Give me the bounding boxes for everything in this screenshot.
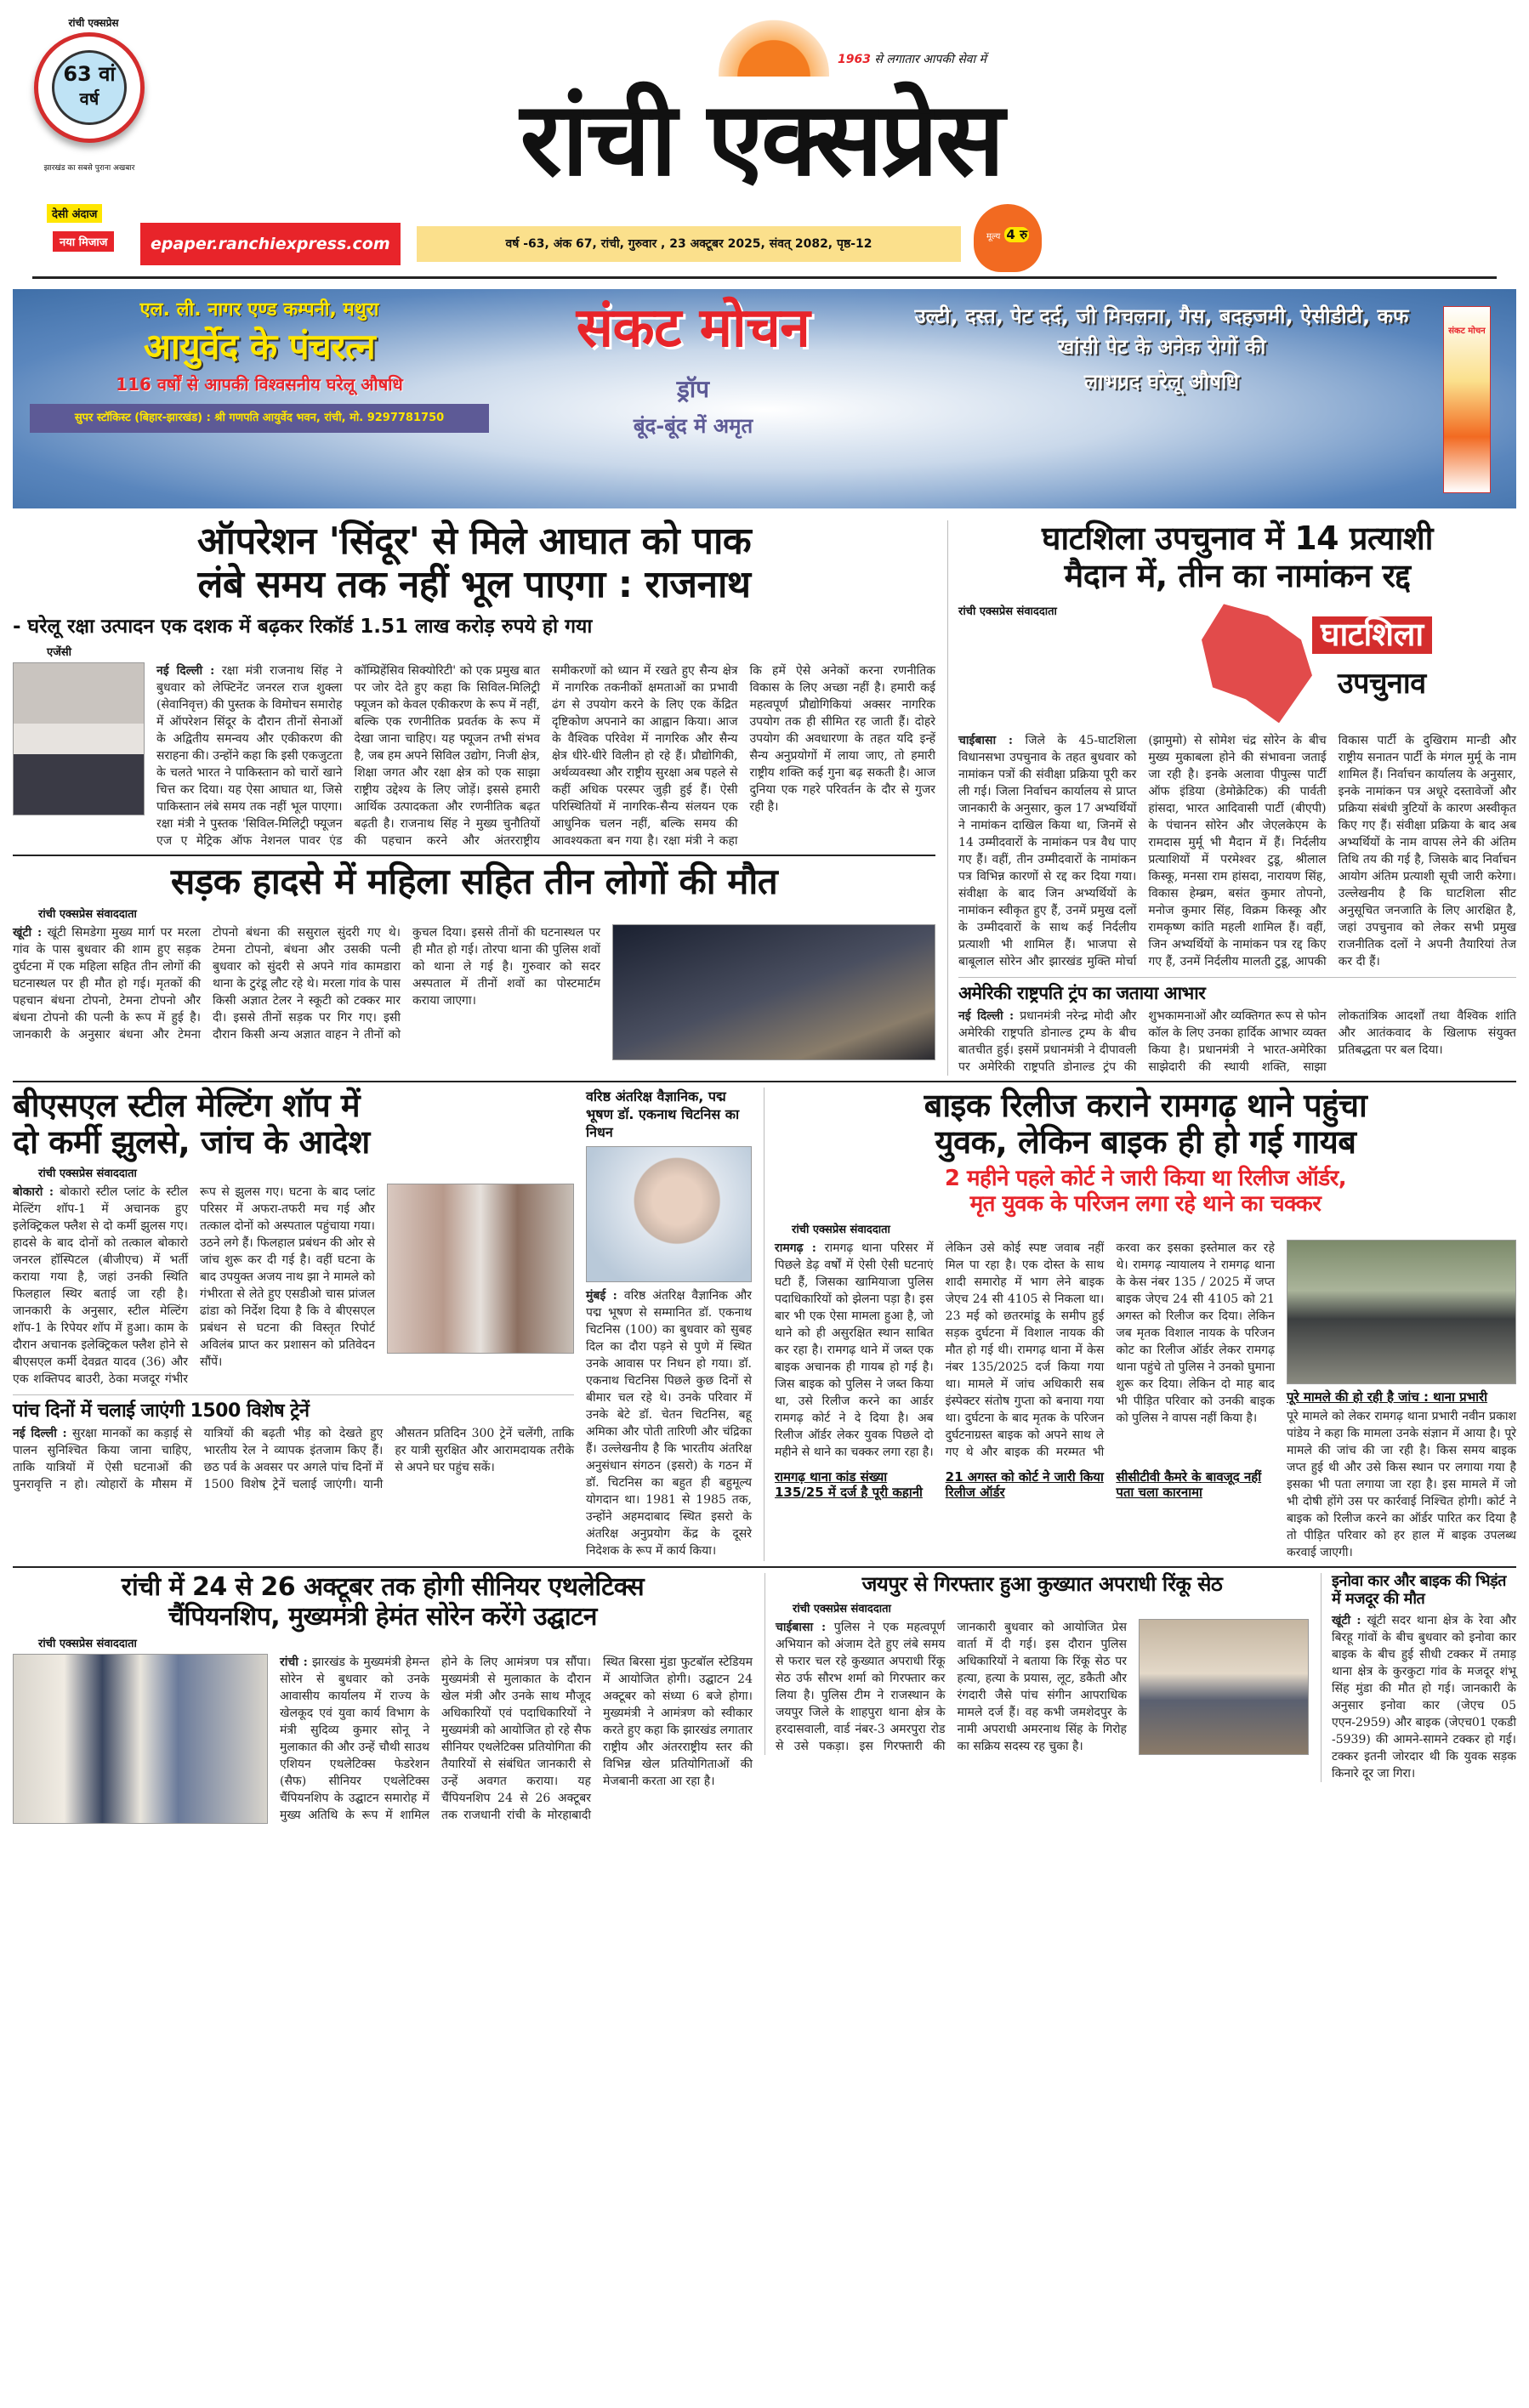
lead-column (13, 520, 935, 1060)
trains-headline: पांच दिनों में चलाई जाएंगी 1500 विशेष ट्रेनें (13, 1400, 310, 1422)
ghatshila-body: जिले के 45-घाटशिला विधानसभा उपचुनाव के तहत बुधवार को नामांकन पत्रों की संवीक्षा प्रक्रिया पूरी कर ली गई। जिला निर्वाचन कार्यालय से प्राप्त जानकारी के अनुसार, कुल 17 अभ्यर्थियों ने नामांकन दाखिल किया था, जिनमें से 14 उम्मीदवारों के नामांकन पत्र वैध पाए गए हैं। वहीं, तीन उम्मीदवारों के नामांकन पत्र विभिन्न कारणों से रद्द कर दिया गया। संवीक्षा के बाद जिन अभ्यर्थियों के नामांकन स्वीकृत हुए हैं, उनमें प्रमुख दलों के उम्मीदवारों के साथ कई निर्दलीय प्रत्याशी भी शामिल हैं। भाजपा से बाबूलाल सोरेन और झारखंड मुक्ति मोर्चा (झामुमो) से सोमेश चंद्र सोरेन के बीच मुख्य मुकाबला होने की संभावना जताई जा रही है। इनके अलावा पीपुल्स पार्टी ऑफ इंडिया (डेमोक्रेटिक) की पार्वती हांसदा, भारत आदिवासी पार्टी (बीएपी) के पंचानन सोरेन और जेएलकेएम के रामदास मुर्मू भी मैदान में हैं। निर्दलीय प्रत्याशियों में परमेश्वर टुडू, श्रीलाल किस्कू, मनसा राम हांसदा, नारायण सिंह, विकास हेम्ब्रम, बसंत कुमार तोपनो, मनोज कुमार सिंह, विक्रम किस्कू और रामकृष्ण कांति महली शामिल हैं। वहीं, जिन अभ्यर्थियों के नामांकन पत्र रद्द किए गए हैं, उनमें निर्दलीय मालती टुडू, आपकी विकास पार्टी के दुखिराम मान्डी और राष्ट्रीय सनातन पार्टी के मंगल मुर्मू के नाम शामिल हैं। निर्वाचन कार्यालय के अनुसार, इनके नामांकन पत्र अधूरे दस्तावेजों और प्रक्रिया संबंधी त्रुटियों के कारण अस्वीकृत किए गए हैं। संवीक्षा प्रक्रिया के बाद अब अभ्यर्थियों के नाम वापस लेने की अंतिम तिथि तय की गई है, जिसके बाद निर्वाचन आयोग अंतिम प्रत्याशी सूची जारी करेगा। उल्लेखनीय है कि घाटशिला सीट अनुसूचित जनजाति के लिए आरक्षित है, जहां उपचुनाव को लेकर सभी प्रमुख राजनीतिक दलों ने अपनी तैयारियां तेज कर दी हैं। (958, 734, 1516, 969)
accident-headline: सड़क हादसे में महिला सहित तीन लोगों की मौत (170, 860, 778, 903)
ghatshila-headline-2: मैदान में, तीन का नामांकन रद्द (1064, 556, 1411, 594)
athletics-body-col1 (280, 1654, 753, 1824)
top-news-row (0, 520, 1529, 1076)
trains-dateline: नई दिल्ली : (13, 1427, 67, 1441)
athletics-dateline: रांची : (280, 1656, 308, 1670)
price-label: मूल्य (986, 232, 1001, 241)
graphic-subtitle: उपचुनाव (1338, 667, 1426, 701)
ad-stockist: सुपर स्टॉकिस्ट (बिहार-झारखंड) : श्री गणपति आयुर्वेद भवन, रांची, मो. 9297781750 (30, 404, 489, 433)
jaipur-body-col1 (776, 1619, 1127, 1755)
website-link[interactable]: epaper.ranchiexpress.com (140, 223, 401, 265)
trump-body-wrap (958, 1008, 1516, 1076)
trump-story (958, 977, 1516, 1075)
innova-story (1321, 1573, 1516, 1781)
bsl-body: बोकारो स्टील प्लांट के स्टील मेल्टिंग शॉप-1 में अचानक हुए इलेक्ट्रिकल फ्लैश से दो कर्मी झुलस गए। हादसे के बाद दोनों को तत्काल बोकारो जनरल हॉस्पिटल (बीजीएच) में भर्ती कराया गया है, जहां उनकी स्थिति फिलहाल स्थिर बताई जा रही है। जानकारी के अनुसार, स्टील मेल्टिंग शॉप-1 के रिपेयर शॉप में हुआ। काम के दौरान अचानक इलेक्ट्रिकल फ्लैश होने से बीएसएल कर्मी देवव्रत यादव (36) और एक शक्तिपद बाउरी, ठेका मजदूर गंभीर रूप से झुलस गए। घटना के बाद प्लांट परिसर में अफरा-तफरी मच गई और तत्काल दोनों को अस्पताल पहुंचाया गया। उठने लगे हैं। फिलहाल प्रबंधन की ओर से जांच शुरू कर दी गई है। वहीं घटना के बाद उपयुक्त अजय नाथ झा ने मामले को गंभीरता से लेते हुए एसडीओ चास प्रांजल ढांडा को निर्देश दिया है कि वे बीएसएल प्रबंधन से घटना की विस्तृत रिपोर्ट अविलंब प्राप्त कर प्रशासन को प्रतिवेदन सौंपें। (13, 1184, 375, 1386)
ad-headline: आयुर्वेद के पंचरत्न (143, 326, 376, 367)
innova-body: खूंटी सदर थाना क्षेत्र के रेवा और बिरहू गांवों के बीच बुधवार को इनोवा कार बाइक के बीच हुई सीधी टक्कर में तमाड़ थाना क्षेत्र के कुरकुटा गांव के मजदूर शंभू सिंह मुंडा की मौत हो गई। जानकारी के अनुसार इनोवा कार (जेएच 05 एएन-2959) और बाइक (जेएच01 एकडी -5939) की आमने-सामने टक्कर हो गई। टक्कर इतनी जोरदार थी कि युवक सड़क किनारे दूर जा गिरा। (1332, 1613, 1516, 1780)
bike-court-subhead: 21 अगस्त को कोर्ट ने जारी किया रिलीज ऑर्डर (945, 1468, 1104, 1501)
bike-body-col1 (775, 1240, 1275, 1461)
bike-col4 (1287, 1240, 1516, 1562)
trump-body: प्रधानमंत्री नरेन्द्र मोदी और अमेरिकी राष्ट्रपति डोनाल्ड ट्रम्प के बीच बातचीत हुई। इसमें प्रधानमंत्री ने दीपावली पर अमेरिकी राष्ट्रपति डोनाल्ड ट्रंप की शुभकामनाओं और व्यक्तिगत रूप से फोन कॉल के लिए उनका हार्दिक आभार व्यक्त किया है। प्रधानमंत्री ने भारत-अमेरिका साझेदारी की स्थायी शक्ति, साझा लोकतांत्रिक आदर्शों तथा वैश्विक शांति और आतंकवाद के खिलाफ संयुक्त प्रतिबद्धता पर बल दिया। (958, 1008, 1516, 1074)
ad-drop-tagline: बूंद-बूंद में अमृत (633, 413, 753, 438)
ad-uses-2: लाभप्रद घरेलू औषधि (1083, 370, 1240, 394)
athletics-body: झारखंड के मुख्यमंत्री हेमन्त सोरेन से बुधवार को उनके आवासीय कार्यालय में राज्य के खेलकूद एवं युवा कार्य विभाग के मंत्री सुदिव्य कुमार सोनू ने मुलाकात की और उन्हें चौथी साउथ एशियन एथलेटिक्स फेडरेशन (सैफ) सीनियर एथलेटिक्स चैंपियनशिप के उद्घाटन समारोह में मुख्य अतिथि के रूप में शामिल होने के लिए आमंत्रण पत्र सौंपा। मुख्यमंत्री से मुलाकात के दौरान खेल मंत्री और उनके साथ मौजूद अधिकारियों एवं पदाधिकारियों ने मुख्यमंत्री को आयोजित हो रहे सैफ सीनियर एथलेटिक्स प्रतियोगिता की तैयारियों से संबंधित जानकारी से उन्हें अवगत कराया। यह चैंपियनशिप 24 से 26 अक्टूबर तक राजधानी रांची के मोरहाबादी स्थित बिरसा मुंडा फुटबॉल स्टेडियम में आयोजित होगी। उद्घाटन 24 अक्टूबर को संध्या 6 बजे होगा। मुख्यमंत्री ने आमंत्रण को स्वीकार करते हुए कहा कि झारखंड लगातार राष्ट्रीय और अंतरराष्ट्रीय स्तर की विभिन्न खेल प्रतियोगिताओं की मेजबानी करता आ रहा है। (280, 1656, 753, 1823)
obit-body-text: वरिष्ठ अंतरिक्ष वैज्ञानिक और पद्म भूषण से सम्मानित डॉ. एकनाथ चिटनिस (100) का बुधवार को सुबह दिल का दौरा पड़ने से पुणे में स्थित उनके आवास पर निधन हो गया। डॉ. एकनाथ चिटनिस पिछले कुछ दिनों से बीमार चल रहे थे। उनके परिवार में उनके बेटे डॉ. चेतन चिटनिस, बहू अमिका और पोती तारिणी और चंद्रिका हैं। उल्लेखनीय है कि भारतीय अंतरिक्ष अनुसंधान संगठन (इसरो) के गठन में डॉ. चिटनिस का बहुत ही बहुमूल्य योगदान था। 1981 से 1985 तक, उन्होंने अहमदाबाद स्थित इसरो के अंतरिक्ष अनुप्रयोग केंद्र के दूसरे निदेशक के रूप में कार्य किया। (586, 1288, 752, 1558)
since-year: 1963 (838, 53, 871, 66)
jaipur-column (764, 1573, 1309, 1755)
athletics-headline-1: रांची में 24 से 26 अक्टूबर तक होगी सीनियर एथलेटिक्स (121, 1572, 645, 1603)
ad-uses: उल्टी, दस्त, पेट दर्द, जी मिचलना, गैस, बदहजमी, ऐसीडीटी, कफ खांसी पेट के अनेक रोगों की (914, 304, 1409, 359)
athletics-headline-2: चैंपियनशिप, मुख्यमंत्री हेमंत सोरेन करेंगे उद्घाटन (168, 1601, 597, 1632)
bike-dateline: रामगढ़ : (775, 1241, 816, 1255)
lead-headline-2: लंबे समय तक नहीं भूल पाएगा : राजनाथ (197, 562, 751, 606)
bike-headline-1: बाइक रिलीज कराने रामगढ़ थाने पहुंचा (924, 1086, 1367, 1124)
trump-headline: अमेरिकी राष्ट्रपति ट्रंप का जताया आभार (958, 983, 1206, 1004)
athletics-column (13, 1573, 753, 1824)
ad-company: एल. ली. नागर एण्ड कम्पनी, मथुरा (139, 299, 379, 321)
issue-info: वर्ष -63, अंक 67, रांची, गुरुवार , 23 अक्टूबर 2025, संवत् 2082, पृष्ठ-12 (417, 226, 961, 262)
graphic-title: घाटशिला (1312, 616, 1432, 654)
ad-product-pack (1443, 306, 1491, 493)
bike-byline: रांची एक्सप्रेस संवाददाता (792, 1223, 890, 1236)
logo-year-label: वर्ष (79, 88, 99, 109)
bsl-dateline: बोकारो : (13, 1184, 54, 1199)
bike-cctv-subhead: सीसीटीवी कैमरे के बावजूद नहीं पता चला कारनामा (1116, 1468, 1262, 1501)
ghatshila-headline-1: घाटशिला उपचुनाव में 14 प्रत्याशी (1041, 520, 1434, 557)
slogan-1: देसी अंदाज (47, 204, 102, 223)
logo-year: 63 वां (63, 62, 116, 86)
bsl-headline-1: बीएसएल स्टील मेल्टिंग शॉप में (13, 1086, 361, 1124)
bike-headline-2: युवक, लेकिन बाइक ही हो गई गायब (935, 1123, 1356, 1161)
since-label: से लगातार आपकी सेवा में (874, 53, 986, 66)
newspaper-title: रांची एक्सप्रेस (520, 81, 1003, 199)
bsl-body-col1 (13, 1184, 375, 1388)
innova-headline: इनोवा कार और बाइक की भिड़ंत में मजदूर की मौत (1332, 1572, 1506, 1609)
price-badge (974, 204, 1042, 272)
bsl-column (13, 1088, 574, 1494)
bsl-byline: रांची एक्सप्रेस संवाददाता (38, 1167, 137, 1180)
obit-column (586, 1088, 752, 1559)
accident-photo (612, 924, 935, 1060)
trains-body: सुरक्षा मानकों का कड़ाई से पालन सुनिश्चित किया जाना चाहिए, ताकि यात्रियों में ऐसी घटनाओं की पुनरावृत्ति न हो। त्योहारों के मौसम में यात्रियों की बढ़ती भीड़ को देखते हुए भारतीय रेल ने व्यापक इंतजाम किए हैं। छठ पर्व के अवसर पर अगले पांच दिनों में 1500 विशेष ट्रेनें चलाई जाएंगी। यानी औसतन प्रतिदिन 300 ट्रेनें चलेंगी, ताकि हर यात्री सुरक्षित और आरामदायक तरीके से अपने घर पहुंच सकें। (13, 1427, 574, 1492)
masthead-rule (32, 276, 1497, 279)
ad-product: संकट मोचन (576, 297, 810, 360)
bike-column (764, 1088, 1516, 1562)
sun-emblem (719, 19, 829, 77)
slogan-2: नया मिजाज (53, 231, 114, 252)
jaipur-headline: जयपुर से गिरफ्तार हुआ कुख्यात अपराधी रिंकू सेठ (861, 1572, 1223, 1597)
ghatshila-graphic (1193, 599, 1516, 727)
anniversary-logo (34, 32, 145, 143)
bottom-row (0, 1573, 1529, 1832)
lead-body (156, 662, 935, 849)
ad-drop: ड्रॉप (676, 374, 710, 403)
rajnath-photo (13, 662, 145, 815)
accident-body-wrap (13, 924, 600, 1043)
bike-case-subhead: रामगढ़ थाना कांड संख्या 135/25 में दर्ज है पूरी कहानी (775, 1468, 923, 1501)
map-shape (1202, 604, 1312, 723)
divider (13, 1566, 1516, 1568)
innova-body-wrap (1332, 1612, 1516, 1782)
logo-ring-text: रांची एक्सप्रेस (68, 17, 119, 29)
bike-body: रामगढ़ थाना परिसर में पिछले डेढ़ वर्षों में ऐसी ऐसी घटनाएं घटी हैं, जिसका खामियाजा पुलिस पदाधिकारियों को झेलना पड़ा है। इस बार भी एक ऐसा मामला हुआ है, जो थाने को ही असुरक्षित स्थान साबित कर रहा है। रामगढ़ थाने में जब्त एक बाइक अचानक ही गायब हो गई है। जिस बाइक को पुलिस ने जब्त किया था, उसे रिलीज करने का आर्डर रामगढ़ कोर्ट ने दे दिया है। अब रिलीज ऑर्डर लेकर युवक पिछले दो महीने से थाने का चक्कर लगा रहा है। लेकिन उसे कोई स्पष्ट जवाब नहीं मिल पा रहा है। एक दोस्त के साथ शादी समारोह में भाग लेने बाइक जेएच 24 सी 4105 से निकला था। 23 मई को छतरमांडू के समीप हुई सड़क दुर्घटना में विशाल नायक की मौत हो गई थी। रामगढ़ थाना में केस नंबर 135/2025 दर्ज किया गया था। मामले में जांच अधिकारी सब इंस्पेक्टर संतोष गुप्ता को बनाया गया था। दुर्घटना के बाद मृतक के परिजन दुर्घटनाग्रस्त बाइक को अपने साथ ले गए थे और बाइक की मरम्मत भी करवा कर इसका इस्तेमाल कर रहे थे। रामगढ़ न्यायालय ने रामगढ़ थाना के केस नंबर 135 / 2025 में जप्त बाइक जेएच 24 सी 4105 को 21 अगस्त को रिलीज कर दिया। लेकिन जब मृतक विशाल नायक के परिजन कोट का रिलीज ऑर्डर लेकर रामगढ़ थाना पहुंचे तो पुलिस ने उनको घुमाना शुरू कर दिया। लेकिन दो माह बाद भी पीड़ित परिवार को उनकी बाइक को पुलिस ने वापस नहीं किया है। (775, 1241, 1275, 1459)
jaipur-byline: रांची एक्सप्रेस संवाददाता (793, 1603, 891, 1616)
trains-body-wrap (13, 1425, 574, 1493)
accident-byline: रांची एक्सप्रेस संवाददाता (38, 908, 137, 922)
bsl-injured-photo (387, 1184, 574, 1354)
bike-col4-body2 (1287, 1408, 1516, 1561)
obit-headline: वरिष्ठ अंतरिक्ष वैज्ञानिक, पद्म भूषण डॉ. एकनाथ चिटनिस का निधन (586, 1088, 740, 1140)
chitnis-photo (586, 1146, 752, 1282)
masthead (0, 0, 1529, 281)
middle-row (0, 1088, 1529, 1562)
accident-dateline: खूंटी : (13, 926, 43, 940)
bike-subheadline-2: मृत युवक के परिजन लगा रहे थाने का चक्कर (969, 1190, 1322, 1217)
ad-years: 116 वर्षों से आपकी विश्वसनीय घरेलू औषधि (116, 374, 403, 395)
bsl-headline-2: दो कर्मी झुलसे, जांच के आदेश (13, 1123, 370, 1161)
bike-subheadline-1: 2 महीने पहले कोर्ट ने जारी किया था रिलीज ऑर्डर, (944, 1165, 1347, 1191)
ad-banner[interactable] (13, 289, 1516, 508)
bike-probe-subhead: पूरे मामले की हो रही है जांच : थाना प्रभारी (1287, 1389, 1488, 1405)
trains-story (13, 1394, 574, 1493)
price-value: 4 रु (1006, 227, 1028, 242)
ghatshila-column (947, 520, 1516, 1076)
logo-tagline: झारखंड का सबसे पुराना अखबार (43, 164, 135, 173)
since-text (838, 51, 986, 67)
jaipur-dateline: चाईबासा : (776, 1621, 827, 1635)
lead-dateline: नई दिल्ली : (156, 664, 215, 679)
divider (13, 855, 935, 856)
obit-dateline: मुंबई : (586, 1288, 617, 1303)
innova-dateline: खूंटी : (1332, 1613, 1361, 1627)
bike-photo (1287, 1240, 1516, 1384)
obit-body (586, 1287, 752, 1559)
lead-byline: एजेंसी (47, 646, 71, 660)
ad-center (506, 289, 880, 508)
athletics-photo (13, 1654, 268, 1824)
pack-label: संकट मोचन (1448, 327, 1486, 336)
bike-body2: पूरे मामले को लेकर रामगढ़ थाना प्रभारी नवीन प्रकाश पांडेय ने कहा कि मामला उनके संज्ञान में आया है। पूरे मामले की जांच की जा रही है। किस समय बाइक जप्त हुई थी और उसे किस स्थान पर लगाया गया है इसका भी पता लगाया जा रहा है। इस मामले में जो भी दोषी होंगे उस पर कार्रवाई निश्चित होगी। कोर्ट ने बाइक को रिलीज करने का ऑर्डर पारित कर दिया है तो पीड़ित परिवार को हर हाल में बाइक उपलब्ध करवाई जाएगी। (1287, 1410, 1516, 1560)
lead-headline-1: ऑपरेशन 'सिंदूर' से मिले आघात को पाक (196, 520, 752, 563)
ghatshila-dateline: चाईबासा : (958, 734, 1014, 748)
divider (13, 1081, 1516, 1082)
ad-right (880, 289, 1443, 508)
lead-body-text: रक्षा मंत्री राजनाथ सिंह ने बुधवार को लेफ्टिनेंट जनरल राज शुक्ला (सेवानिवृत्त) की पुस्तक के विमोचन समारोह में ऑपरेशन सिंदूर के दौरान तीनों सेनाओं के अद्वितीय समन्वय और एकीकरण की सराहना की। उन्होंने कहा कि इसी एकजुटता के चलते भारत ने पाकिस्तान को चारों खाने चित्त कर दिया। यह ऐसा आघात था, जिसे पाकिस्तान लंबे समय तक नहीं भूल पाएगा। रक्षा मंत्री ने पुस्तक 'सिविल-मिलिट्री फ्यूजन एज ए मेट्रिक ऑफ नेशनल पावर एंड कॉम्प्रिहेंसिव सिक्योरिटी' को एक प्रमुख बात पर जोर देते हुए कहा कि सिविल-मिलिट्री फ्यूजन को केवल एकीकरण के रूप में नहीं, बल्कि एक रणनीतिक प्रवर्तक के रूप में देखा जाना चाहिए। यह फ्यूजन तभी संभव है, जब हम अपने सिविल उद्योग, निजी क्षेत्र, शिक्षा जगत और रक्षा क्षेत्र को एक साझा राष्ट्रीय उद्देश्य के लिए जोड़ें। इससे हमारी आर्थिक उत्पादकता और रणनीतिक बढ़त बढ़ती है। राजनाथ सिंह ने मुख्य चुनौतियों की पहचान करने और अंतरराष्ट्रीय समीकरणों को ध्यान में रखते हुए सैन्य क्षेत्र में नागरिक तकनीकों क्षमताओं का प्रभावी ढंग से उपयोग करने के लिए एक केंद्रित दृष्टिकोण अपनाने का आह्वान किया। आज के वैश्विक परिवेश में नागरिक और सैन्य क्षेत्र धीरे-धीरे विलीन हो रहे हैं। प्रौद्योगिकी, अर्थव्यवस्था और राष्ट्रीय सुरक्षा अब पहले से कहीं अधिक परस्पर जुड़ी हुई हैं। ऐसी परिस्थितियों में नागरिक-सैन्य संलयन एक आधुनिक चलन नहीं, बल्कि समय की आवश्यकता बन गया है। रक्षा मंत्री ने कहा कि हमें ऐसे अनेकों करना रणनीतिक विकास के लिए अच्छा नहीं है। हमारी कई महत्वपूर्ण प्रौद्योगिकियां अक्सर नागरिक उपयोग तक ही सीमित रह जाती हैं। दोहरे उपयोग की अवधारणा के तहत यदि इन्हें सैन्य अनुप्रयोगों में लाया जाए, तो हमारी राष्ट्रीय शक्ति कई गुना बढ़ सकती है। आज दुनिया एक गहरे परिवर्तन के दौर से गुजर रही है। (156, 664, 935, 849)
jaipur-body: पुलिस ने एक महत्वपूर्ण अभियान को अंजाम देते हुए लंबे समय से फरार चल रहे कुख्यात अपराधी रिंकू सेठ उर्फ सौरभ शर्मा को गिरफ्तार कर लिया है। पुलिस टीम ने राजस्थान के जयपुर जिले के शाहपुरा थाना क्षेत्र के हरदासवाली, वार्ड नंबर-3 अमरपुरा रोड से उसे पकड़ा। इस गिरफ्तारी की जानकारी बुधवार को आयोजित प्रेस वार्ता में दी गई। इस दौरान पुलिस अधिकारियों ने बताया कि रिंकू सेठ पर हत्या, हत्या के प्रयास, लूट, डकैती और रंगदारी जैसे पांच संगीन आपराधिक मामले दर्ज हैं। वह कभी जमशेदपुर के नामी अपराधी अमरनाथ सिंह के गिरोह का सक्रिय सदस्य रह चुका है। (776, 1621, 1127, 1754)
athletics-byline: रांची एक्सप्रेस संवाददाता (38, 1638, 137, 1651)
lead-subheadline: - घरेलू रक्षा उत्पादन एक दशक में बढ़कर रिकॉर्ड 1.51 लाख करोड़ रुपये हो गया (13, 616, 593, 639)
ad-left (13, 289, 506, 508)
ghatshila-byline: रांची एक्सप्रेस संवाददाता (958, 605, 1057, 619)
jaipur-photo (1139, 1619, 1309, 1755)
trump-dateline: नई दिल्ली : (958, 1008, 1015, 1023)
accident-body: खूंटी सिमडेगा मुख्य मार्ग पर मरला गांव के पास बुधवार की शाम हुए सड़क दुर्घटना में एक महिला सहित तीन लोगों की घटनास्थल पर ही मौत हो गई। मृतकों की पहचान बंधना टोपनो, टेमना टोपनो और बंधना टोपनो की पत्नी के रूप में हुई है। जानकारी के अनुसार बंधना और टेमना टोपनो बंधना की ससुराल सुंदरी गए थे। टेमना टोपनो, बंधना और उसकी पत्नी बुधवार को सुंदरी से अपने गांव कामडारा थाना के टुरंडू लौट रहे थे। मरला गांव के पास किसी अज्ञात टेलर ने स्कूटी को टक्कर मार दी। इससे तीनों सड़क पर गिर गए। इसी दौरान किसी अन्य अज्ञात वाहन ने तीनों को कुचल दिया। इससे तीनों की घटनास्थल पर ही मौत हो गई। तोरपा थाना की पुलिस शवों को थाना ले गई है। गुरुवार को सदर अस्पताल में तीनों शवों का पोस्टमार्टम कराया जाएगा। (13, 926, 600, 1042)
ghatshila-body-col1 (958, 732, 1516, 970)
